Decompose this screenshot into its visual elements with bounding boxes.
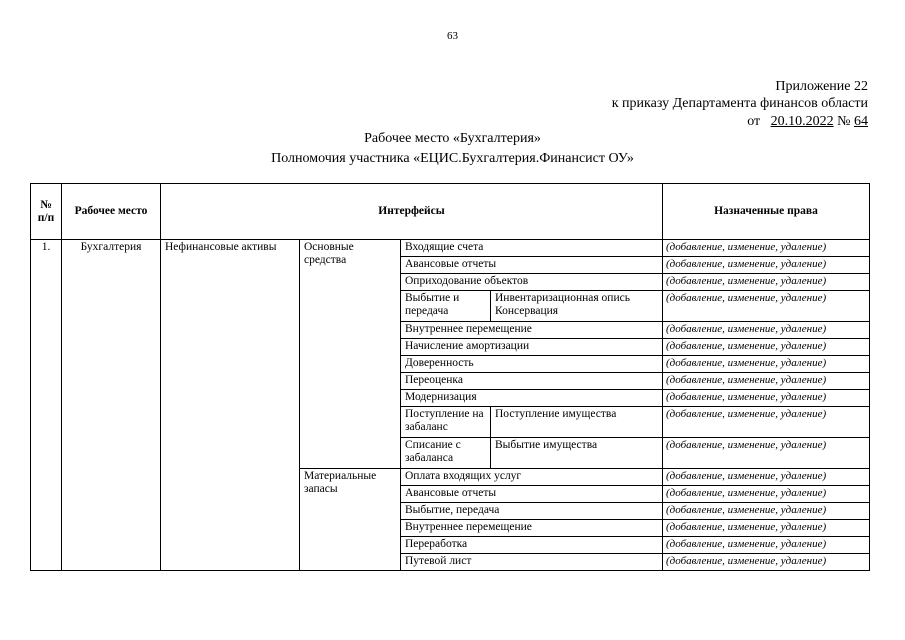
rights-cell: (добавление, изменение, удаление) — [663, 339, 870, 356]
workplace-cell: Бухгалтерия — [62, 240, 161, 571]
rights-cell: (добавление, изменение, удаление) — [663, 240, 870, 257]
interface-name: Путевой лист — [401, 554, 663, 571]
interface-subitem: Поступление имущества — [491, 407, 663, 438]
header-interfaces: Интерфейсы — [161, 184, 663, 240]
rights-cell: (добавление, изменение, удаление) — [663, 503, 870, 520]
rights-cell: (добавление, изменение, удаление) — [663, 356, 870, 373]
rights-cell: (добавление, изменение, удаление) — [663, 257, 870, 274]
document-title: Рабочее место «Бухгалтерия» — [364, 131, 541, 146]
interface-name: Внутреннее перемещение — [401, 322, 663, 339]
rights-cell: (добавление, изменение, удаление) — [663, 438, 870, 469]
interface-name: Переработка — [401, 537, 663, 554]
header-workplace: Рабочее место — [62, 184, 161, 240]
rights-cell: (добавление, изменение, удаление) — [663, 322, 870, 339]
rights-cell: (добавление, изменение, удаление) — [663, 537, 870, 554]
interface-name: Поступление на забаланс — [401, 407, 491, 438]
section-name: Материальные запасы — [300, 469, 401, 571]
rights-cell: (добавление, изменение, удаление) — [663, 390, 870, 407]
interface-name: Оприходование объектов — [401, 274, 663, 291]
interface-name: Авансовые отчеты — [401, 486, 663, 503]
table-header-row — [31, 184, 870, 240]
rights-cell: (добавление, изменение, удаление) — [663, 520, 870, 537]
permissions-table — [30, 183, 870, 571]
rights-cell: (добавление, изменение, удаление) — [663, 373, 870, 390]
rights-cell: (добавление, изменение, удаление) — [663, 291, 870, 322]
appendix-date-line — [747, 113, 868, 130]
group-cell: Нефинансовые активы — [161, 240, 300, 571]
interface-subitem: Выбытие имущества — [491, 438, 663, 469]
header-rights: Назначенные права — [663, 184, 870, 240]
rights-cell: (добавление, изменение, удаление) — [663, 274, 870, 291]
appendix-from: от — [747, 114, 761, 129]
interface-name: Выбытие, передача — [401, 503, 663, 520]
interface-name: Внутреннее перемещение — [401, 520, 663, 537]
rights-cell: (добавление, изменение, удаление) — [663, 554, 870, 571]
row-number: 1. — [31, 240, 62, 571]
rights-cell: (добавление, изменение, удаление) — [663, 469, 870, 486]
interface-name: Авансовые отчеты — [401, 257, 663, 274]
interface-name: Списание с забаланса — [401, 438, 491, 469]
interface-name: Доверенность — [401, 356, 663, 373]
interface-name: Переоценка — [401, 373, 663, 390]
interface-name: Начисление амортизации — [401, 339, 663, 356]
interface-name: Оплата входящих услуг — [401, 469, 663, 486]
page-number: 63 — [447, 30, 458, 42]
appendix-number: 64 — [854, 114, 868, 129]
table-row — [31, 240, 870, 257]
appendix-date: 20.10.2022 — [770, 114, 834, 129]
header-num: № п/п — [31, 184, 62, 240]
interface-name: Входящие счета — [401, 240, 663, 257]
section-name: Основные средства — [300, 240, 401, 469]
interface-subitem: Инвентаризационная опись Консервация — [491, 291, 663, 322]
appendix-title: Приложение 22 — [775, 79, 868, 94]
rights-cell: (добавление, изменение, удаление) — [663, 407, 870, 438]
interface-name: Выбытие и передача — [401, 291, 491, 322]
appendix-num-sign: № — [837, 114, 851, 129]
appendix-order: к приказу Департамента финансов области — [611, 96, 868, 111]
interface-name: Модернизация — [401, 390, 663, 407]
document-subtitle: Полномочия участника «ЕЦИС.Бухгалтерия.Финансист ОУ» — [271, 151, 634, 166]
rights-cell: (добавление, изменение, удаление) — [663, 486, 870, 503]
